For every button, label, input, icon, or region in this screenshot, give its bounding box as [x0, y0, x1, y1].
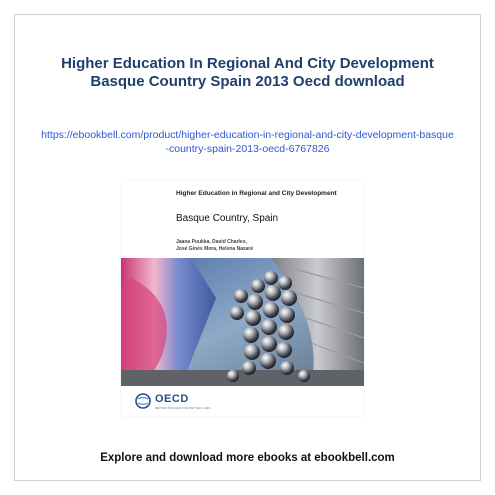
footer-text: Explore and download more ebooks at ebookbell.com: [100, 452, 395, 464]
oecd-logo: [135, 391, 225, 413]
cover-authors-line-1: Jaana Puukka, David Charles,: [176, 239, 247, 245]
book-cover[interactable]: [121, 180, 364, 416]
cover-series-title: Higher Education in Regional and City Development: [176, 190, 337, 197]
cover-main-title: Basque Country, Spain: [176, 213, 279, 224]
cover-authors-line-2: José Ginés Mora, Helena Nazaré: [176, 246, 253, 252]
product-link[interactable]: https://ebookbell.com/product/higher-education-in-regional-and-city-development-basque-country-spain-2013-oecd-6767826: [41, 129, 454, 155]
book-title: Higher Education In Regional And City Development Basque Country Spain 2013 Oecd download: [61, 55, 434, 90]
oecd-tagline: BETTER POLICIES FOR BETTER LIVES: [155, 406, 211, 410]
cover-photo: [121, 258, 364, 386]
oecd-wordmark: OECD: [155, 393, 189, 405]
oecd-globe-icon: [135, 393, 151, 409]
cover-authors: [176, 239, 356, 253]
